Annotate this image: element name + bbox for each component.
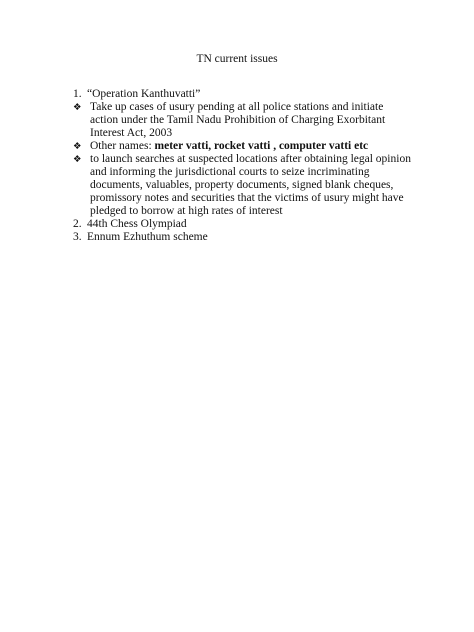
diamond-bullet-icon: ❖ [73,154,82,165]
bullet-text-bold: meter vatti, rocket vatti , computer vatti etc [154,140,369,152]
document-body [73,88,413,244]
list-item-text: Ennum Ezhuthum scheme [87,231,208,243]
list-number: 3. [73,231,82,243]
diamond-bullet-icon: ❖ [73,102,82,113]
bullet-text-prefix: Other names: [90,140,155,152]
bullet-item-other-names [73,140,413,153]
list-item-ennum-ezhuthum [73,231,413,244]
list-number: 2. [73,218,82,230]
list-item-text: “Operation Kanthuvatti” [87,88,201,100]
diamond-bullet-icon: ❖ [73,141,82,152]
document-title: TN current issues [196,53,278,65]
list-item-text: 44th Chess Olympiad [87,218,187,230]
bullet-text [90,140,413,153]
list-number: 1. [73,88,82,100]
list-item-operation-kanthuvatti [73,88,413,101]
bullet-item-searches [73,153,413,218]
bullet-item-usury-cases [73,101,413,140]
list-item-chess-olympiad [73,218,413,231]
bullet-text: to launch searches at suspected locations after obtaining legal opinion and informing the jurisdictional courts to seize incriminating documents, valuables, property documents, signed blank cheques, promissory notes and securities that the victims of usury might have pledged to borrow at high rates of interest [90,153,411,217]
bullet-text: Take up cases of usury pending at all police stations and initiate action under the Tamil Nadu Prohibition of Charging Exorbitant Interest Act, 2003 [90,101,386,139]
